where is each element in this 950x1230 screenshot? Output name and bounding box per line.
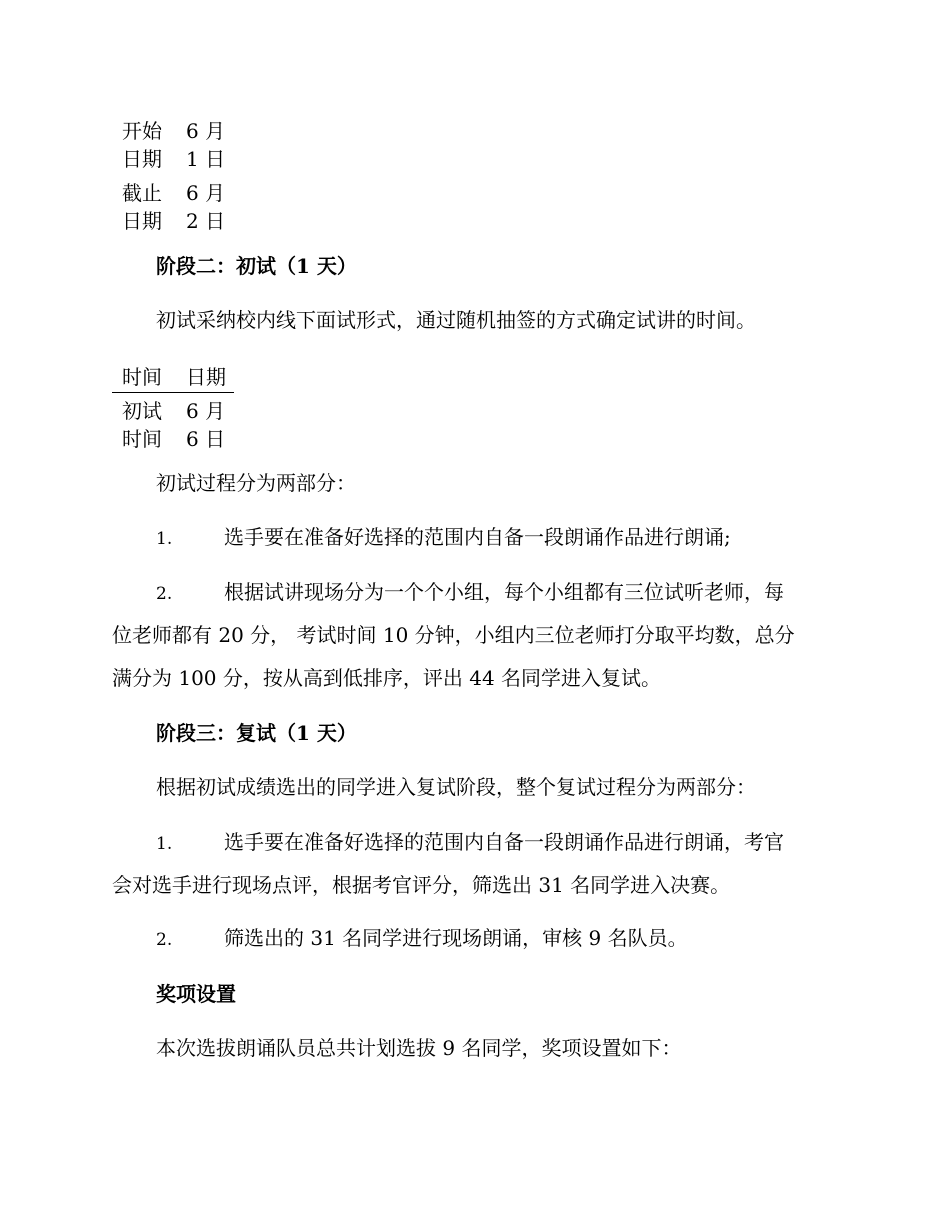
table-cell: 1 日 [186,147,226,171]
list-item-text: 会对选手进行现场点评，根据考官评分，筛选出 31 名同学进入决赛。 [112,873,731,897]
table-cell: 2 日 [186,209,226,233]
list-number: 1. [156,834,173,854]
table-row [112,145,233,173]
table-cell: 6 月 [186,399,226,423]
table-cell: 初试 [122,399,162,423]
table-row [112,173,233,207]
schedule-table-2 [112,362,234,453]
table-row [112,425,234,453]
table-cell: 截止 [122,181,162,205]
list-item-text: 筛选出的 31 名同学进行现场朗诵，审核 9 名队员。 [224,926,688,950]
table-header-row [112,362,234,393]
table-cell: 6 月 [186,181,226,205]
list-number: 2. [156,930,173,950]
list-item-text: 选手要在准备好选择的范围内自备一段朗诵作品进行朗诵，考官 [224,830,784,854]
stage3-intro: 根据初试成绩选出的同学进入复试阶段，整个复试过程分为两部分： [156,775,756,799]
table-cell: 6 日 [186,427,226,451]
awards-heading: 奖项设置 [156,982,236,1006]
table-cell: 时间 [122,427,162,451]
column-header: 时间 [112,362,172,393]
stage2-heading: 阶段二：初试（1 天） [156,254,357,278]
table-cell: 日期 [122,147,162,171]
stage3-heading: 阶段三：复试（1 天） [156,721,357,745]
list-item-text: 位老师都有 20 分， 考试时间 10 分钟，小组内三位老师打分取平均数，总分 [112,623,795,647]
table-cell: 日期 [122,209,162,233]
awards-intro: 本次选拔朗诵队员总共计划选拔 9 名同学，奖项设置如下： [156,1036,682,1060]
table-cell: 6 月 [186,119,226,143]
column-header: 日期 [172,362,234,393]
list-number: 2. [156,584,173,604]
initial-process-intro: 初试过程分为两部分： [156,471,356,495]
list-item-text: 选手要在准备好选择的范围内自备一段朗诵作品进行朗诵; [224,525,731,549]
table-row [112,393,234,426]
table-row [112,207,233,235]
list-item-text: 根据试讲现场分为一个个小组，每个小组都有三位试听老师，每 [224,580,784,604]
schedule-table-1 [112,117,233,235]
list-item-text: 满分为 100 分，按从高到低排序，评出 44 名同学进入复试。 [112,666,662,690]
stage2-intro: 初试采纳校内线下面试形式，通过随机抽签的方式确定试讲的时间。 [156,308,756,332]
table-row [112,117,233,145]
table-cell: 开始 [122,119,162,143]
list-number: 1. [156,529,173,549]
